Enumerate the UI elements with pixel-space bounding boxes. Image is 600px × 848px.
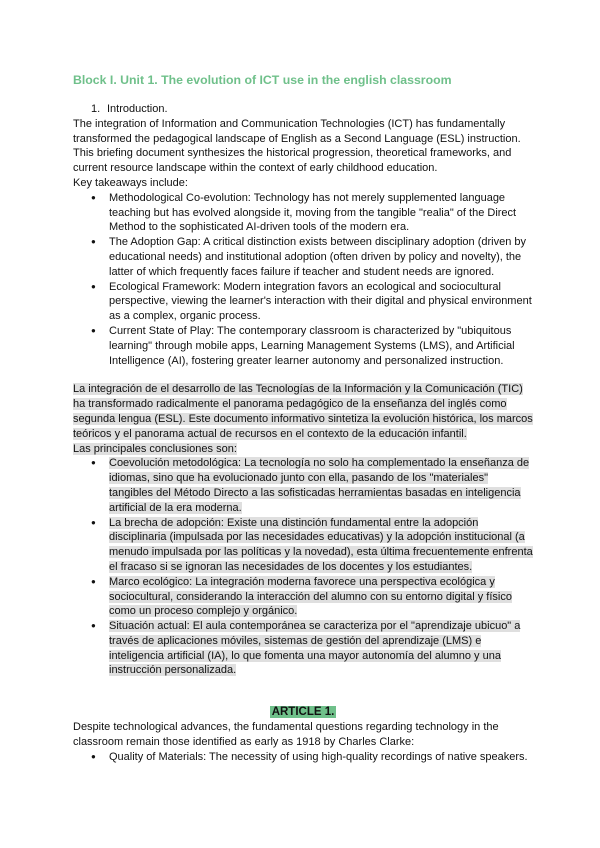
- list-item: ● Quality of Materials: The necessity of using high-quality recordings of native speakers.: [109, 750, 533, 765]
- section-number: 1.: [91, 103, 101, 115]
- takeaways-list-en: [73, 191, 533, 369]
- list-item: ● The Adoption Gap: A critical distinction exists between disciplinary adoption (driven by educational needs) and institutional adoption (often driven by policy and novelty), the latter of which frequently faces failure if teacher and student needs are ignored.: [109, 235, 533, 279]
- document-title: Block I. Unit 1. The evolution of ICT use in the english classroom: [73, 73, 452, 87]
- highlighted-text: Coevolución metodológica: La tecnología no solo ha complementado la enseñanza de idiomas, sino que ha evolucionado junto con ella, pasando de los "materiales" tangibles del Método Directo a las sofisticadas herramientas basadas en inteligencia artificial de la era moderna.: [109, 457, 530, 514]
- spacer: [73, 368, 533, 382]
- list-item: ● Ecological Framework: Modern integration favors an ecological and sociocultural perspective, viewing the learner's interaction with their digital and physical environment as a complex, organic process.: [109, 280, 533, 324]
- section-list: [91, 102, 533, 117]
- section-heading: [91, 102, 533, 117]
- highlighted-text: La integración de el desarrollo de las Tecnologías de la Información y la Comunicación (TIC) ha transformado radicalmente el panorama pedagógico de la enseñanza del inglés como segunda lengua (ESL). Este documento informativo sintetiza la evolución histórica, los marcos teóricos y el panorama actual de recursos en el contexto de la educación infantil.: [73, 383, 533, 440]
- document-body: [73, 102, 533, 765]
- key-takeaways-label: Key takeaways include:: [73, 176, 188, 189]
- section-title: Introduction.: [107, 103, 168, 115]
- article-heading: [73, 704, 533, 720]
- list-item: ● Methodological Co-evolution: Technology has not merely supplemented language teaching but has evolved alongside it, moving from the tangible "realia" of the Direct Method to the sophisticated AI-driven tools of the modern era.: [109, 191, 533, 235]
- list-item: ● Current State of Play: The contemporary classroom is characterized by "ubiquitous learning" through mobile apps, Learning Management Systems (LMS), and Artificial Intelligence (AI), fostering greater learner autonomy and personalized instruction.: [109, 324, 533, 368]
- article-heading-text: ARTICLE 1.: [271, 706, 335, 719]
- article-list: [73, 750, 533, 765]
- highlighted-text: La brecha de adopción: Existe una distinción fundamental entre la adopción disciplinaria (impulsada por las necesidades educativas) y la adopción institucional (a menudo impulsada por las políticas y la novedad), esta última frecuentemente enfrenta el fracaso si se ignoran las necesidades de los docentes y los estudiantes.: [109, 516, 533, 573]
- list-item: [109, 456, 533, 515]
- intro-paragraph-en: The integration of Information and Communication Technologies (ICT) has fundamentally transformed the pedagogical landscape of English as a Second Language (ESL) instruction. This briefing document synthesizes the historical progression, theoretical frameworks, and current resource landscape within the context of early childhood education.: [73, 117, 521, 175]
- list-item: [109, 516, 533, 575]
- highlighted-text: Situación actual: El aula contemporánea se caracteriza por el "aprendizaje ubicuo" a través de aplicaciones móviles, sistemas de gestión del aprendizaje (LMS) e inteligencia artificial (IA), lo que fomenta una mayor autonomía del alumno y una instrucción personalizada.: [109, 620, 521, 677]
- takeaways-list-es: [73, 456, 533, 678]
- spacer: [73, 678, 533, 692]
- conclusions-label-es: [73, 442, 533, 457]
- article-intro: Despite technological advances, the fundamental questions regarding technology in the classroom remain those identified as early as 1918 by Charles Clarke:: [73, 721, 499, 749]
- highlighted-text: Las principales conclusiones son:: [73, 442, 237, 455]
- highlighted-text: Marco ecológico: La integración moderna favorece una perspectiva ecológica y sociocultural, considerando la interacción del alumno con su entorno digital y físico como un proceso complejo y orgánico.: [109, 575, 512, 618]
- list-item: [109, 575, 533, 619]
- intro-paragraph-es: [73, 382, 533, 441]
- list-item: [109, 619, 533, 678]
